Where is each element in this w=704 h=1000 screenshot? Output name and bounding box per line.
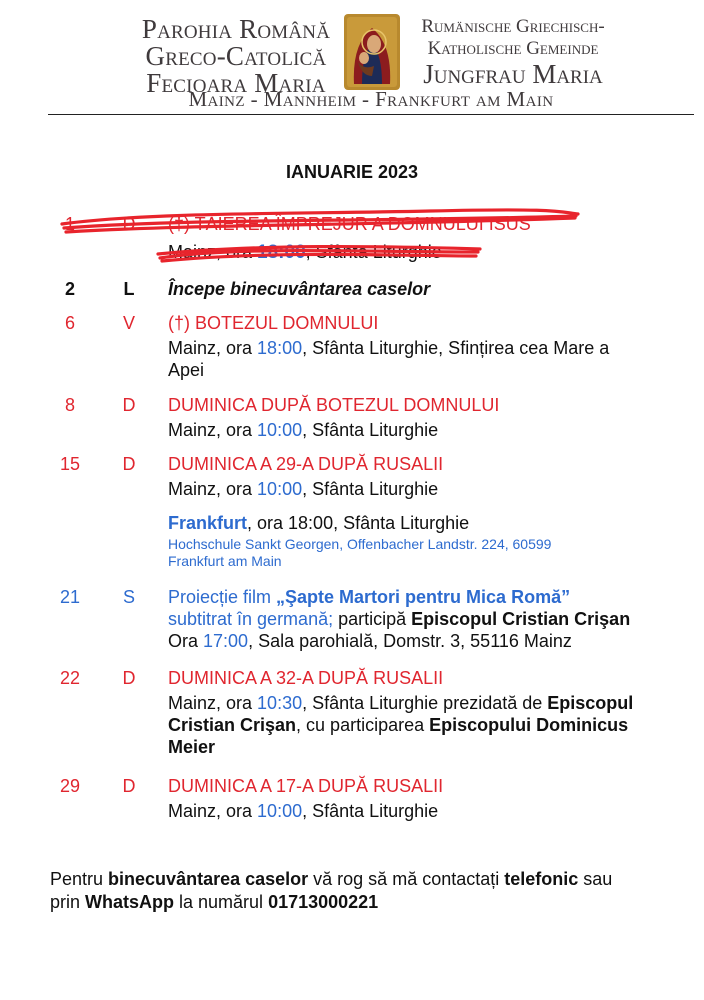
guest-bishop-name: Episcopului Dominicus bbox=[429, 715, 629, 735]
event-day: 22 bbox=[59, 668, 81, 688]
event-weekday: V bbox=[122, 313, 135, 333]
event-service: , Sfânta Liturghie bbox=[305, 242, 442, 262]
event-location: Mainz, ora bbox=[168, 479, 258, 499]
parish-name-de-line-2: Katholische Gemeinde bbox=[427, 38, 599, 59]
event-details-cont bbox=[168, 714, 698, 736]
parish-name-line-3: Fecioara Maria bbox=[146, 68, 326, 98]
event-day: 6 bbox=[64, 313, 75, 333]
event-title: DUMINICA DUPĂ BOTEZUL DOMNULUI bbox=[168, 395, 500, 415]
virgin-mary-icon bbox=[344, 14, 400, 90]
event-details bbox=[168, 478, 698, 500]
event-service: , Sfânta Liturghie bbox=[302, 479, 439, 499]
event-location: Mainz, ora bbox=[168, 693, 258, 713]
event-service: , ora 18:00, Sfânta Liturghie bbox=[247, 513, 470, 533]
contact-topic: binecuvântarea caselor bbox=[108, 869, 309, 889]
event-time: 17:00 bbox=[203, 631, 249, 651]
event-address-line-1: Hochschule Sankt Georgen, Offenbacher Landstr. 224, 60599 bbox=[168, 536, 552, 552]
event-details bbox=[168, 692, 698, 714]
event-service: , Sfânta Liturghie bbox=[302, 420, 439, 440]
month-title: IANUARIE 2023 bbox=[285, 162, 419, 182]
event-weekday: S bbox=[122, 587, 135, 607]
event-location: Mainz, ora bbox=[168, 242, 258, 262]
event-title bbox=[168, 586, 698, 608]
event-time: 10:00 bbox=[257, 801, 303, 821]
event-title-prefix: Proiecție film bbox=[168, 587, 277, 607]
event-title: (†) BOTEZUL DOMNULUI bbox=[168, 313, 379, 333]
bishop-name: Episcopul Cristian Crişan bbox=[411, 609, 631, 629]
contact-method-whatsapp: WhatsApp bbox=[85, 892, 175, 912]
event-time-label: Ora bbox=[168, 631, 204, 651]
phone-number: 01713000221 bbox=[268, 892, 379, 912]
event-location: , Sala parohială, Domstr. 3, 55116 Mainz bbox=[248, 631, 572, 651]
event-weekday: D bbox=[122, 776, 136, 796]
event-details-cont: Apei bbox=[168, 360, 205, 380]
film-title: „Şapte Martori pentru Mica Romă” bbox=[276, 587, 571, 607]
header-divider bbox=[48, 114, 694, 115]
contact-method-phone: telefonic bbox=[504, 869, 579, 889]
parish-name-line-2: Greco-Catolică bbox=[145, 41, 327, 71]
event-location: Mainz, ora bbox=[168, 338, 258, 358]
event-weekday: D bbox=[122, 214, 136, 234]
parish-name-de-line-1: Rumänische Griechisch- bbox=[421, 16, 605, 37]
event-service: , Sfânta Liturghie bbox=[302, 801, 439, 821]
event-subtitle-note: subtitrat în germană; bbox=[168, 609, 334, 629]
event-weekday: D bbox=[122, 668, 136, 688]
parish-name-de-line-3: Jungfrau Maria bbox=[423, 59, 603, 89]
event-day: 2 bbox=[64, 279, 75, 299]
event-time: 10:30 bbox=[257, 693, 303, 713]
event-title: Începe binecuvântarea caselor bbox=[168, 279, 431, 299]
event-title: DUMINICA A 17-A DUPĂ RUSALII bbox=[168, 776, 444, 796]
event-day: 29 bbox=[59, 776, 81, 796]
contact-text: Pentru bbox=[50, 869, 109, 889]
event-day: 15 bbox=[59, 454, 81, 474]
bishop-name: Cristian Crişan bbox=[168, 715, 297, 735]
event-title: (†) TĂIEREA ÎMPREJUR A DOMNULUI ISUS bbox=[168, 214, 531, 234]
event-address-line-2: Frankfurt am Main bbox=[168, 553, 282, 569]
guest-bishop-surname: Meier bbox=[168, 737, 216, 757]
event-details bbox=[168, 419, 698, 441]
event-time: 10:00 bbox=[257, 420, 303, 440]
event-weekday: D bbox=[122, 454, 136, 474]
event-day: 8 bbox=[64, 395, 75, 415]
event-day: 21 bbox=[59, 587, 81, 607]
event-title: DUMINICA A 29-A DUPĂ RUSALII bbox=[168, 454, 444, 474]
parish-name-line-1: Parohia Română bbox=[141, 14, 331, 44]
event-time-location bbox=[168, 630, 698, 652]
event-service: , Sfânta Liturghie, Sfințirea cea Mare a bbox=[302, 338, 610, 358]
event-service: , Sfânta Liturghie prezidată de bbox=[302, 693, 548, 713]
contact-note bbox=[50, 868, 700, 914]
parish-name-german bbox=[402, 16, 624, 88]
parish-cities: Mainz - Mannheim - Frankfurt am Main bbox=[188, 87, 554, 111]
event-time: 18:00 bbox=[257, 242, 306, 263]
event-participation: , cu participarea bbox=[296, 715, 430, 735]
contact-text: vă rog să mă contactați bbox=[308, 869, 505, 889]
event-time: 18:00 bbox=[257, 338, 303, 358]
event-details bbox=[168, 337, 698, 359]
contact-note-line-2 bbox=[50, 891, 700, 914]
event-location: Mainz, ora bbox=[168, 801, 258, 821]
contact-text: sau bbox=[578, 869, 613, 889]
event-participation: participă bbox=[333, 609, 412, 629]
contact-text: la numărul bbox=[174, 892, 269, 912]
bishop-title: Episcopul bbox=[547, 693, 634, 713]
contact-text: prin bbox=[50, 892, 86, 912]
contact-note-line-1 bbox=[50, 868, 700, 891]
event-city: Frankfurt bbox=[168, 513, 248, 533]
event-day: 1 bbox=[64, 214, 75, 234]
event-time: 10:00 bbox=[257, 479, 303, 499]
event-location: Mainz, ora bbox=[168, 420, 258, 440]
event-extra-service bbox=[168, 512, 698, 534]
event-weekday: L bbox=[123, 279, 135, 299]
event-title: DUMINICA A 32-A DUPĂ RUSALII bbox=[168, 668, 444, 688]
event-details bbox=[168, 241, 698, 264]
event-details bbox=[168, 608, 698, 630]
event-weekday: D bbox=[122, 395, 136, 415]
event-details bbox=[168, 800, 698, 822]
parish-name-romanian bbox=[118, 16, 354, 97]
